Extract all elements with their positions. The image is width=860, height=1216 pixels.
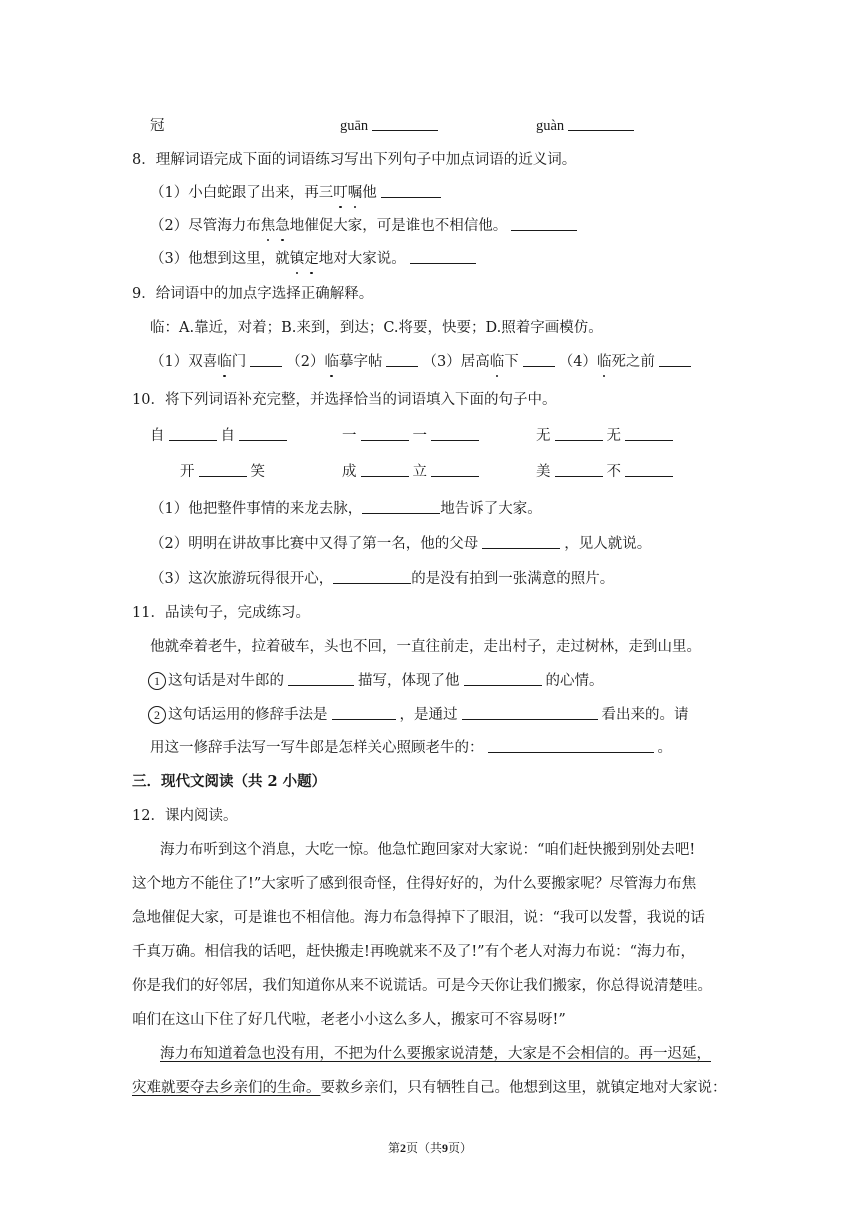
q11-sentence: 他就牵着老牛，拉着破车，头也不回，一直往前走，走出村子，走过树林，走到山里。 (150, 639, 701, 655)
answer-blank[interactable] (410, 249, 476, 264)
answer-blank[interactable] (659, 352, 691, 367)
q10-word-2: 一 一 (342, 426, 483, 446)
q9-options: 临：A.靠近，对着；B.来到，到达；C.将要，快要；D.照着字画模仿。 (150, 320, 603, 336)
passage-line: 咱们在这山下住了好几代啦，老老小小这么多人，搬家可不容易呀!” (132, 1012, 566, 1028)
passage-underlined-line: 海力布知道着急也没有用，不把为什么要搬家说清楚，大家是不会相信的。再一迟延， (160, 1046, 711, 1062)
answer-blank[interactable] (568, 116, 634, 131)
passage-underlined-text: 灾难就要夺去乡亲们的生命。 (132, 1080, 321, 1096)
answer-blank[interactable] (199, 462, 247, 477)
q10-word-3: 无 无 (536, 426, 677, 446)
answer-blank[interactable] (482, 534, 560, 549)
q7-option-guan4: guàn (536, 116, 638, 136)
answer-blank[interactable] (239, 426, 287, 441)
answer-blank[interactable] (431, 462, 479, 477)
q7-char: 冠 (150, 118, 165, 134)
answer-blank[interactable] (386, 352, 418, 367)
q12-title: 12．课内阅读。 (132, 808, 238, 824)
q9-items: （1）双喜临门 （2）临摹字帖 （3）居高临下 （4）临死之前 (150, 352, 695, 372)
passage-line: 千真万确。相信我的话吧，赶快搬走!再晚就来不及了!”有个老人对海力布说：“海力布， (132, 944, 695, 960)
passage-line: 海力布听到这个消息，大吃一惊。他急忙跑回家对大家说：“咱们赶快搬到别处去吧! (160, 842, 696, 858)
q10-sentence-2: （2）明明在讲故事比赛中又得了第一名，他的父母 ，见人就说。 (150, 536, 652, 552)
q11-part-1: 1 这句话是对牛郎的 描写，体现了他 的心情。 (148, 671, 604, 691)
passage-line: 这个地方不能住了!”大家听了感到很奇怪，住得好好的，为什么要搬家呢？尽管海力布焦 (132, 876, 697, 892)
q11-title: 11．品读句子，完成练习。 (132, 605, 310, 621)
answer-blank[interactable] (625, 426, 673, 441)
answer-blank[interactable] (555, 462, 603, 477)
answer-blank[interactable] (333, 569, 411, 584)
answer-blank[interactable] (488, 738, 654, 753)
q9-title: 9．给词语中的加点字选择正确解释。 (132, 286, 374, 302)
q10-word-4: 开 笑 (180, 464, 265, 480)
answer-blank[interactable] (332, 705, 396, 720)
passage-line: 急地催促大家，可是谁也不相信他。海力布急得掉下了眼泪，说：“我可以发誓，我说的话 (132, 910, 705, 926)
q8-item-2: （2）尽管海力布焦急地催促大家，可是谁也不相信他。 (150, 216, 581, 236)
q10-sentence-3: （3）这次旅游玩得很开心， 的是没有拍到一张满意的照片。 (150, 571, 615, 587)
answer-blank[interactable] (372, 116, 438, 131)
circled-number: 2 (148, 706, 166, 724)
circled-number: 1 (148, 672, 166, 690)
passage-line: 你是我们的好邻居，我们知道你从来不说谎话。可是今天你让我们搬家，你总得说清楚哇。 (132, 978, 712, 994)
q11-part-2-cont: 用这一修辞手法写一写牛郎是怎样关心照顾老牛的： 。 (150, 740, 672, 756)
q7-option-guan1: guān (340, 116, 442, 136)
answer-blank[interactable] (250, 352, 282, 367)
q10-word-1: 自 自 (150, 426, 291, 446)
q8-title: 8．理解词语完成下面的词语练习写出下列句子中加点词语的近义词。 (132, 152, 577, 168)
answer-blank[interactable] (464, 671, 542, 686)
section-heading: 三．现代文阅读（共 2 小题） (132, 773, 327, 790)
q11-part-2: 2 这句话运用的修辞手法是 ，是通过 看出来的。请 (148, 705, 689, 725)
q8-item-3: （3）他想到这里，就镇定地对大家说。 (150, 249, 480, 269)
passage-line: 灾难就要夺去乡亲们的生命。要救乡亲们，只有牺牲自己。他想到这里，就镇定地对大家说： (132, 1080, 727, 1096)
q10-word-6: 美 不 (536, 462, 677, 482)
answer-blank[interactable] (511, 216, 577, 231)
answer-blank[interactable] (381, 183, 441, 198)
q10-title: 10．将下列词语补充完整，并选择恰当的词语填入下面的句子中。 (132, 392, 557, 408)
answer-blank[interactable] (288, 671, 354, 686)
q10-sentence-1: （1）他把整件事情的来龙去脉， 地告诉了大家。 (150, 501, 542, 517)
answer-blank[interactable] (462, 705, 598, 720)
answer-blank[interactable] (361, 462, 409, 477)
answer-blank[interactable] (523, 352, 555, 367)
answer-blank[interactable] (169, 426, 217, 441)
answer-blank[interactable] (431, 426, 479, 441)
answer-blank[interactable] (555, 426, 603, 441)
answer-blank[interactable] (625, 462, 673, 477)
q8-item-1: （1）小白蛇跟了出来，再三叮嘱他 (150, 183, 445, 203)
q10-word-5: 成 立 (342, 462, 483, 482)
page-footer: 第2页（共9页） (387, 1141, 473, 1155)
answer-blank[interactable] (361, 426, 409, 441)
answer-blank[interactable] (362, 499, 440, 514)
